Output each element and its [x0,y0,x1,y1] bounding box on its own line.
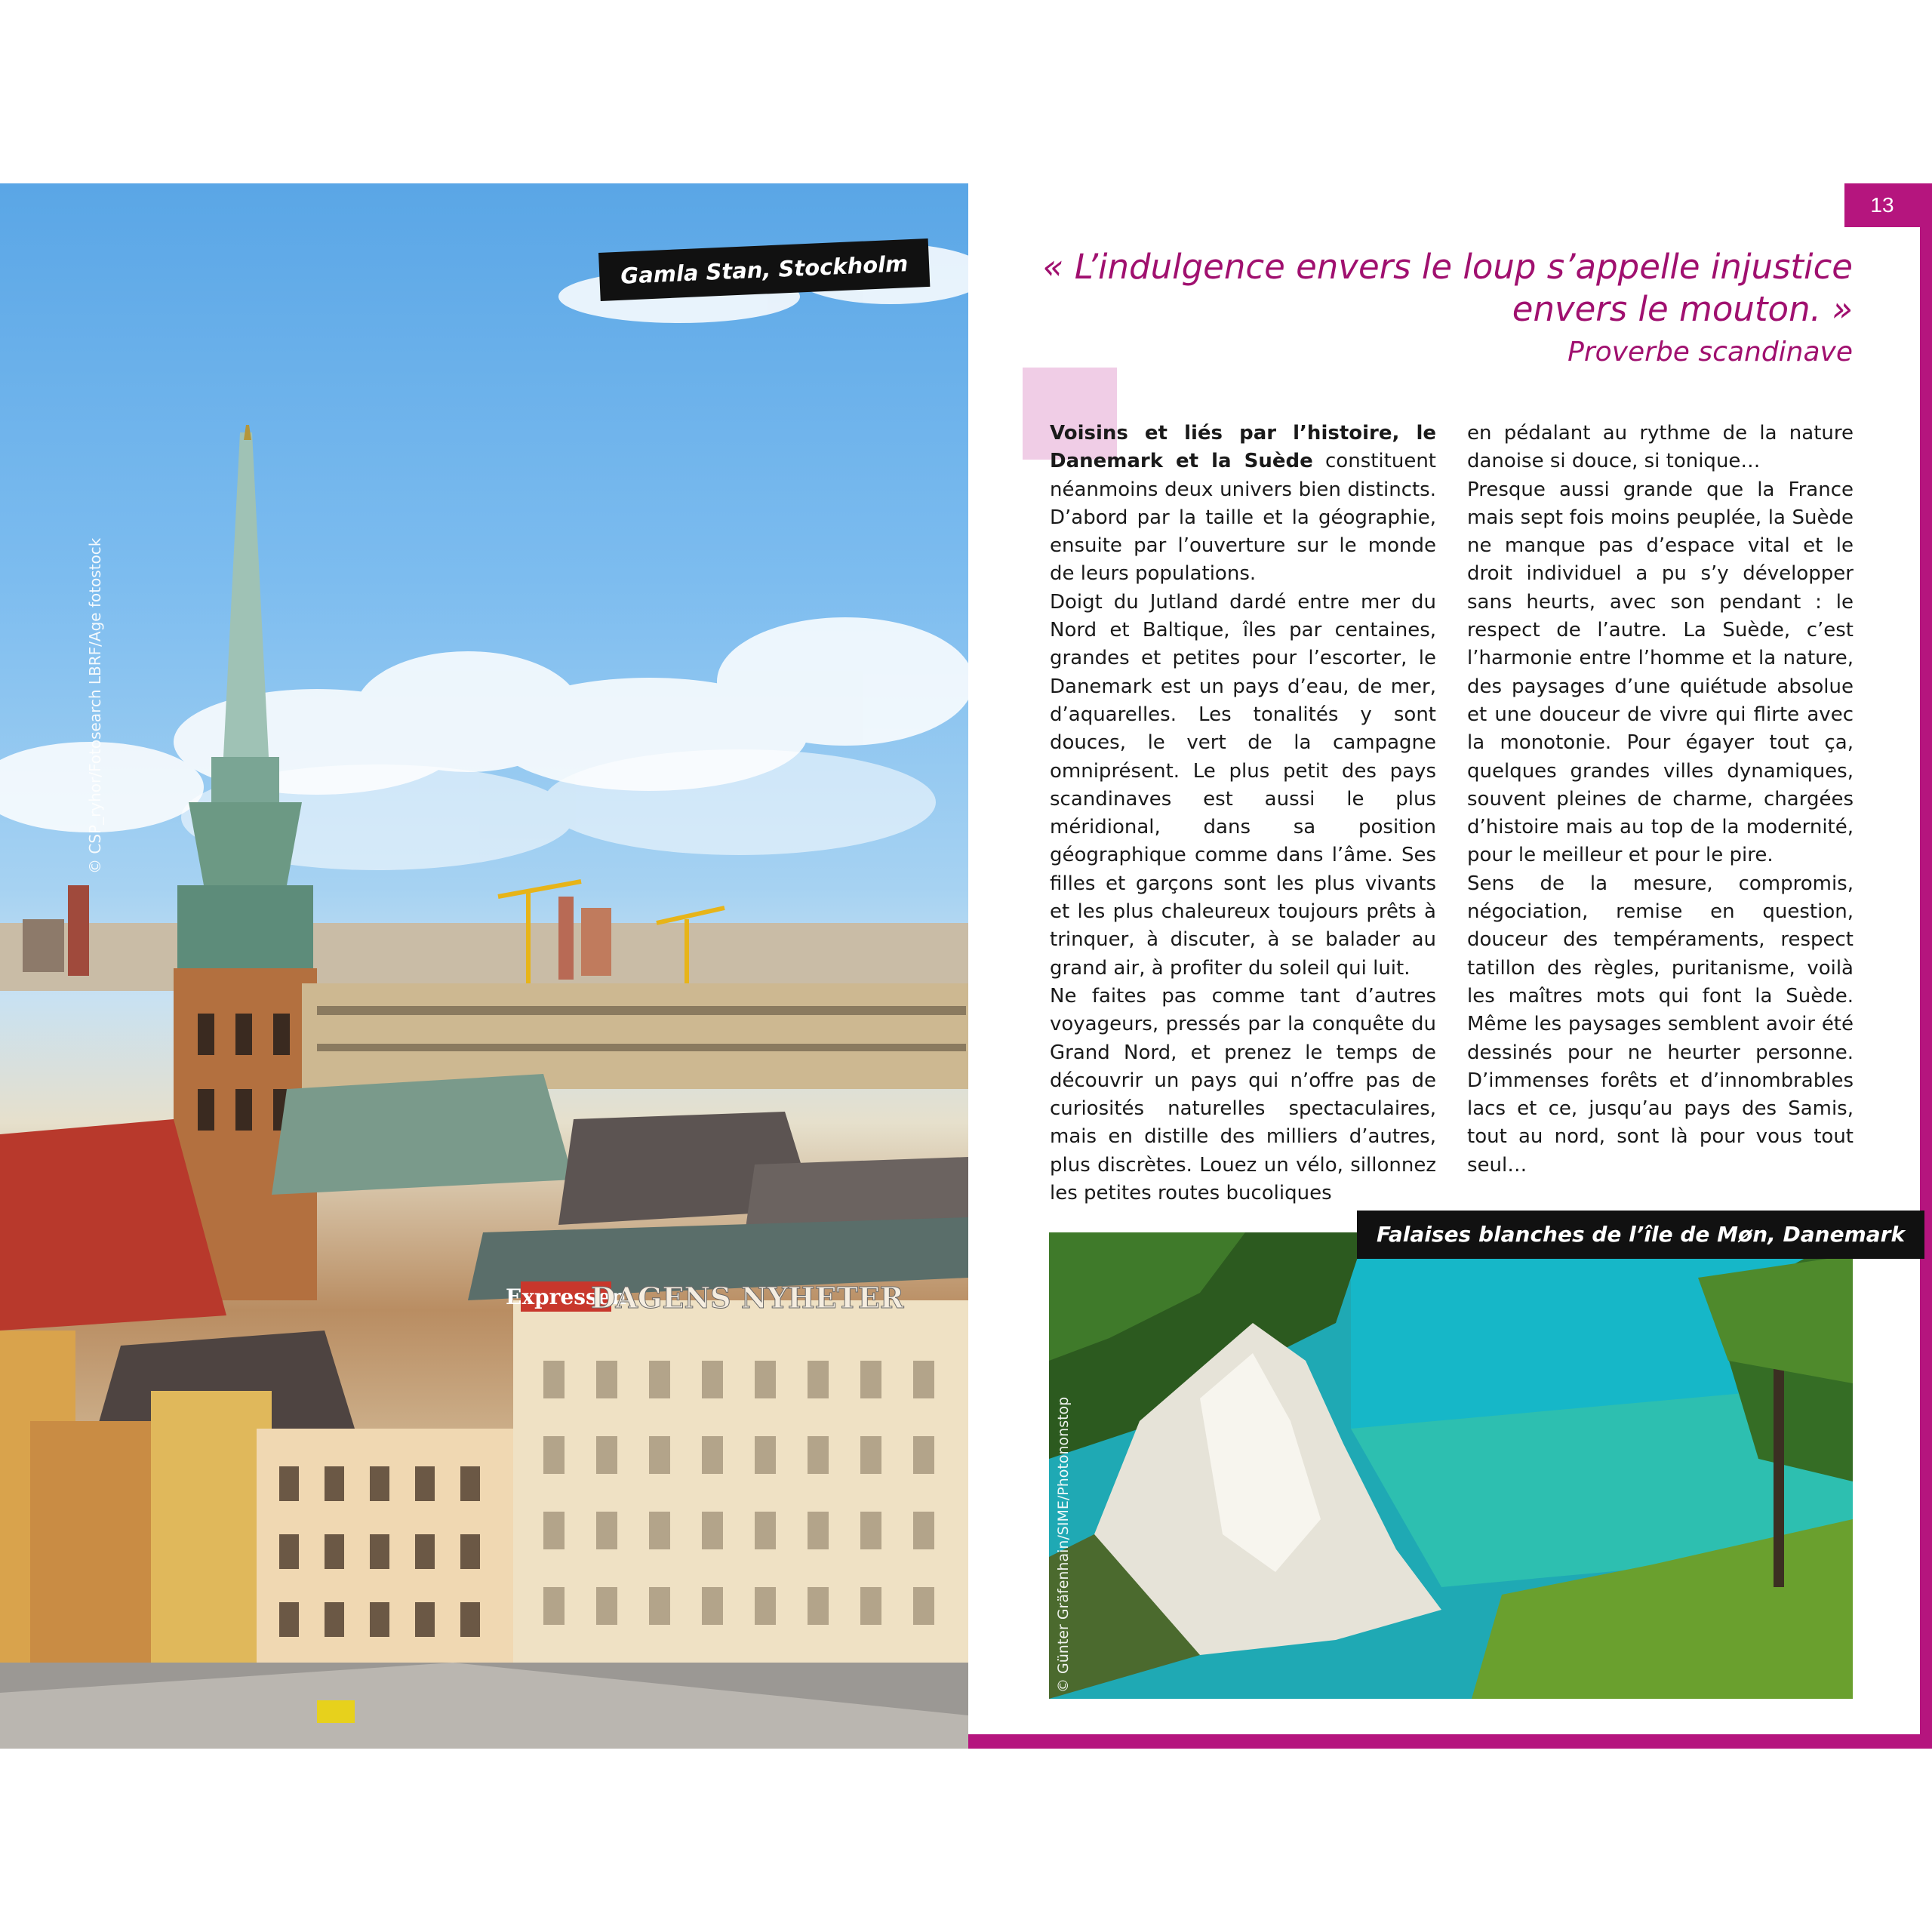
text-column-1 [1050,420,1436,1208]
lead-rest: constituent néanmoins deux univers bien distincts. D’abord par la taille et la géographie, ensuite par l’ouverture sur le monde de leurs populations. [1050,450,1436,586]
page-number: 13 [1844,183,1920,227]
lead-bold: Voisins et liés par l’histoire, le Danemark et la Suède [1050,422,1436,473]
column-1-paragraph-3: Ne faites pas comme tant d’autres voyageurs, pressés par la conquête du Grand Nord, et prenez le temps de découvrir un pays qui n’offre pas de curiosités naturelles spectaculaires, mais en distille des milliers d’autres, plus discrètes. Louez un vélo, sillonnez les petites routes bucoliques [1050,984,1436,1205]
stockholm-illustration [0,183,968,1749]
cliffs-illustration [1049,1232,1853,1699]
mon-cliffs-photo [1049,1232,1853,1699]
left-photo-credit: © CSP_ryhor/Fotosearch LBRF/Age fotostock [86,537,104,874]
sign-dagens-nyheter: DAGENS NYHETER [590,1281,904,1315]
right-photo-caption: Falaises blanches de l’île de Møn, Danemark [1357,1211,1924,1259]
column-2-paragraph-3: Sens de la mesure, compromis, négociation, remise en question, douceur des tempéraments, respect tatillon des règles, puritanisme, voilà les maîtres mots qui font la Suède. Même les paysages semblent avoir été dessinés pour ne heurter personne. D’immenses forêts et d’innombrables lacs et ce, jusqu’au pays des Samis, tout au nord, sont là pour vous tout seul… [1467,872,1854,1177]
column-2-paragraph-1: en pédalant au rythme de la nature danoise si douce, si tonique… [1467,422,1854,473]
page-border-bottom [968,1734,1932,1749]
column-1-paragraph-1 [1050,420,1436,589]
column-1-paragraph-2: Doigt du Jutland dardé entre mer du Nord et Baltique, îles par centaines, grandes et petites pour l’escorter, le Danemark est un pays d’eau, de mer, d’aquarelles. Les tonalités y sont douces, le vert de la campagne omniprésent. Le plus petit des pays scandinaves est aussi le plus méridional, dans sa position géographique comme dans l’âme. Ses filles et garçons sont les plus vivants et les plus chaleureux toujours prêts à trinquer, à discuter, à se balader au grand air, à profiter du soleil qui luit. [1050,590,1436,980]
right-photo-credit: © Günter Gräfenhain/SIME/Photononstop [1055,1396,1072,1693]
column-2-paragraph-2: Presque aussi grande que la France mais sept fois moins peuplée, la Suède ne manque pas d’espace vital et le droit individuel a pu s’y développer sans heurts, avec son pendant : le respect de l’autre. La Suède, c’est l’harmonie entre l’homme et la nature, des paysages d’une quiétude absolue et une douceur de vivre qui flirte avec la monotonie. Pour égayer tout ça, quelques grandes villes dynamiques, souvent pleines de charme, chargées d’histoire mais au top de la modernité, pour le meilleur et pour le pire. [1467,478,1854,867]
sign-expressen: Expressen [506,1284,626,1309]
quote-source: Proverbe scandinave [1567,337,1853,368]
text-column-2 [1467,420,1854,1180]
gamla-stan-photo [0,183,968,1749]
left-photo-caption: Gamla Stan, Stockholm [598,238,931,301]
page-border-right [1920,183,1932,1749]
quote: « L’indulgence envers le loup s’appelle injustice envers le mouton. » [1042,247,1853,329]
